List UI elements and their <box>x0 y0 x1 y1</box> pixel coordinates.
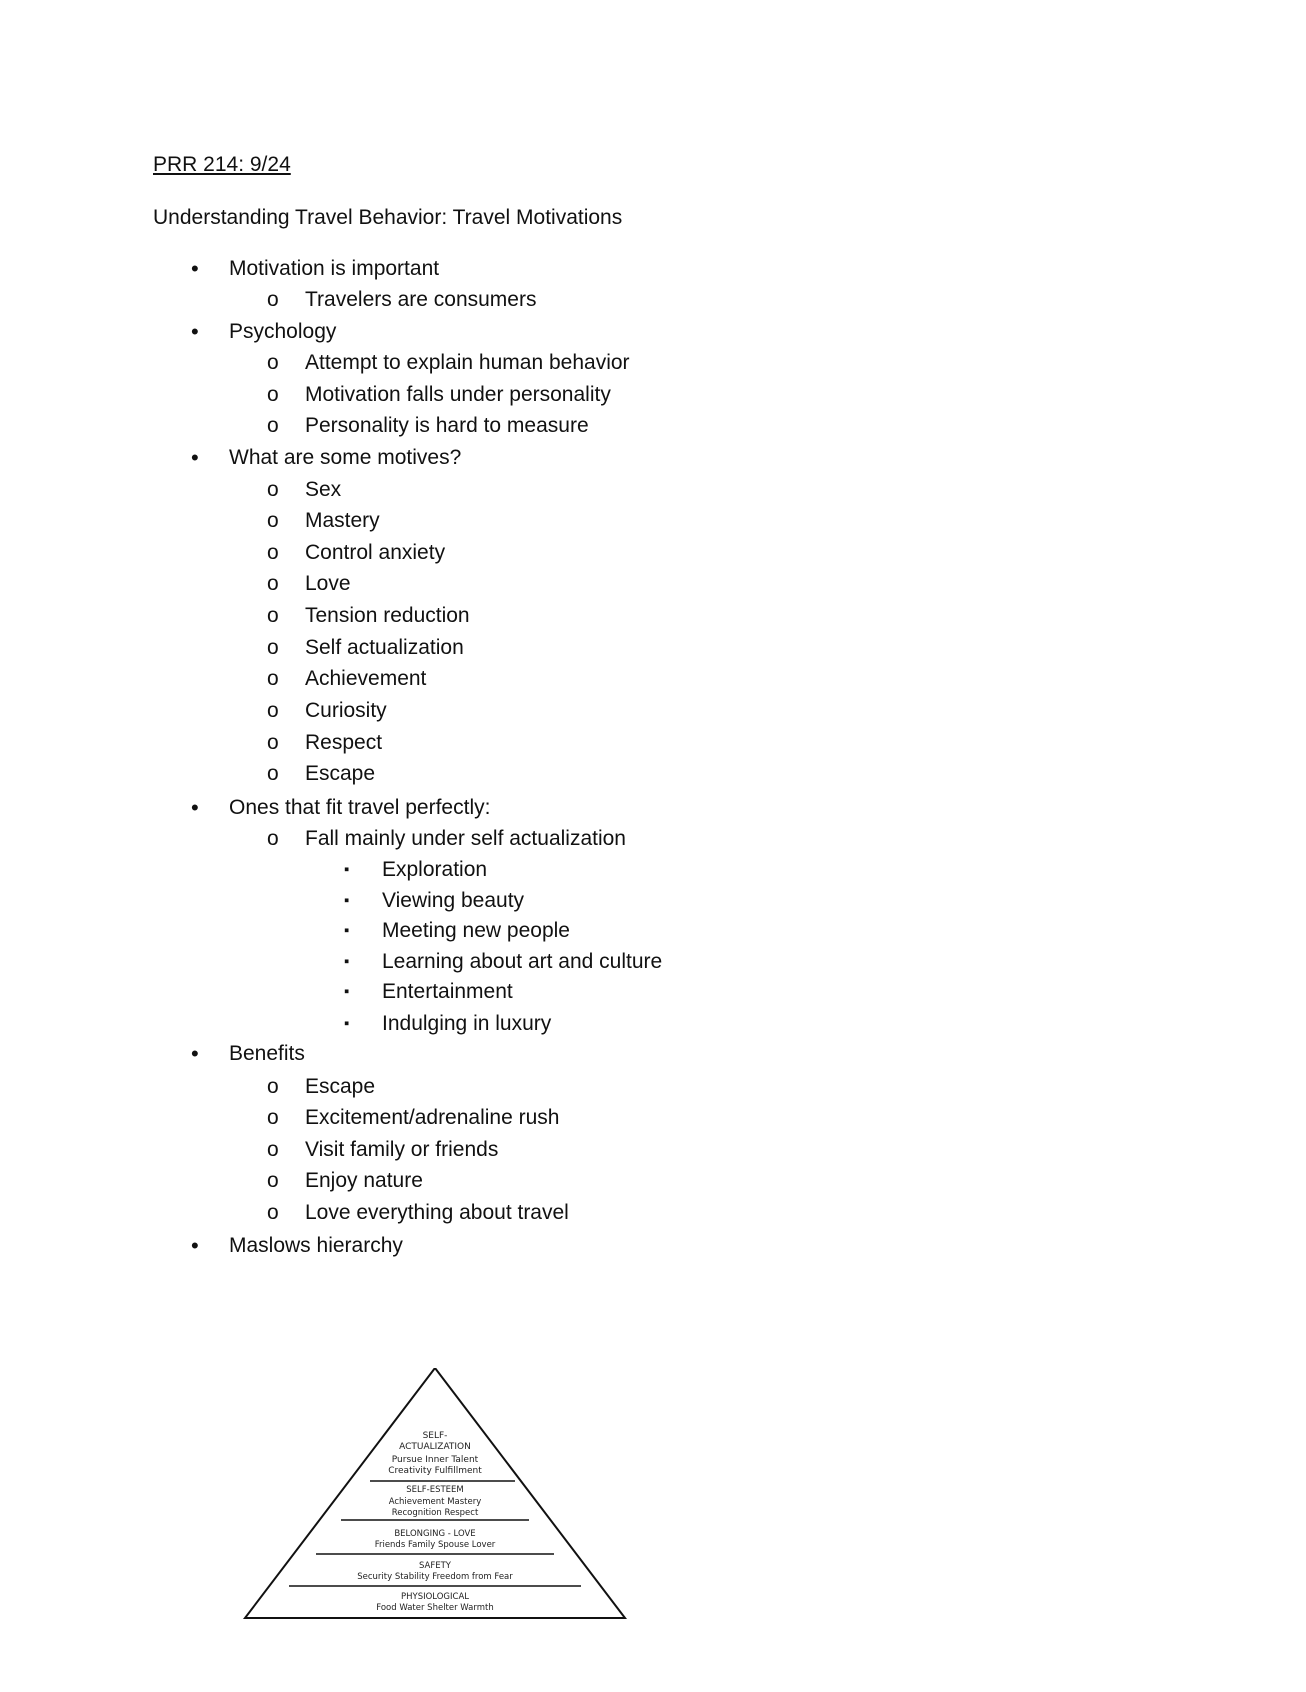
outline-item-text: Self actualization <box>305 636 464 659</box>
bullet-marker: o <box>267 572 279 595</box>
bullet-marker: o <box>267 636 279 659</box>
outline-item-text: Learning about art and culture <box>382 950 663 973</box>
outline-item-text: Respect <box>305 731 383 754</box>
bullet-marker: o <box>267 1169 279 1192</box>
bullet-marker: o <box>267 827 279 850</box>
outline-item-text: Ones that fit travel perfectly: <box>229 796 491 819</box>
outline-item-text: Fall mainly under self actualization <box>305 827 626 850</box>
level-2-name: SELF-ESTEEM <box>406 1485 464 1495</box>
level-1-name-2: ACTUALIZATION <box>399 1442 471 1452</box>
outline-item-level-2 <box>267 1135 499 1165</box>
bullet-marker: o <box>267 541 279 564</box>
bullet-marker: • <box>191 1233 199 1258</box>
outline-item-level-3 <box>344 855 488 885</box>
outline-item-text: Achievement <box>305 667 427 690</box>
outline-item-level-1 <box>191 793 491 823</box>
bullet-marker: o <box>267 1075 279 1098</box>
outline-item-text: Escape <box>305 762 376 785</box>
outline-item-level-1 <box>191 1039 305 1069</box>
outline-item-level-2 <box>267 633 464 663</box>
outline-item-text: Sex <box>305 478 342 501</box>
bullet-marker: ▪ <box>344 1015 350 1032</box>
bullet-marker: ▪ <box>344 892 350 909</box>
bullet-marker: ▪ <box>344 953 350 970</box>
outline-item-level-2 <box>267 601 470 631</box>
outline-item-text: Viewing beauty <box>382 889 525 912</box>
level-4-name: SAFETY <box>418 1561 452 1571</box>
bullet-marker: o <box>267 351 279 374</box>
outline-item-text: Attempt to explain human behavior <box>305 351 630 374</box>
bullet-marker: o <box>267 414 279 437</box>
outline-item-level-2 <box>267 348 630 378</box>
outline-item-text: Visit family or friends <box>305 1138 499 1161</box>
bullet-marker: ▪ <box>344 922 350 939</box>
outline-item-text: Enjoy nature <box>305 1169 423 1192</box>
level-5-name: PHYSIOLOGICAL <box>400 1592 470 1602</box>
outline-item-level-2 <box>267 380 611 410</box>
level-1-items: Pursue Inner Talent <box>391 1455 479 1465</box>
outline-item-text: Escape <box>305 1075 376 1098</box>
bullet-marker: • <box>191 319 199 344</box>
outline-item-level-1 <box>191 317 337 347</box>
bullet-marker: o <box>267 1201 279 1224</box>
level-5-items: Food Water Shelter Warmth <box>376 1603 494 1613</box>
bullet-marker: o <box>267 731 279 754</box>
course-title: PRR 214: 9/24 <box>153 153 291 176</box>
bullet-marker: o <box>267 604 279 627</box>
level-4-items: Security Stability Freedom from Fear <box>357 1572 513 1582</box>
bullet-marker: • <box>191 1041 199 1066</box>
outline-item-text: Psychology <box>229 320 337 343</box>
outline-item-level-2 <box>267 411 589 441</box>
outline-item-text: Excitement/adrenaline rush <box>305 1106 560 1129</box>
level-2-items: Achievement Mastery <box>388 1497 482 1507</box>
level-3-items: Friends Family Spouse Lover <box>374 1540 496 1550</box>
outline-item-text: Control anxiety <box>305 541 446 564</box>
outline-item-level-1 <box>191 1231 403 1261</box>
level-3-name: BELONGING - LOVE <box>394 1529 476 1539</box>
outline-item-text: Personality is hard to measure <box>305 414 589 437</box>
bullet-marker: o <box>267 1106 279 1129</box>
outline-item-text: Exploration <box>382 858 488 881</box>
document-title: Understanding Travel Behavior: Travel Motivations <box>153 206 623 229</box>
outline-item-level-2 <box>267 728 383 758</box>
outline-item-level-3 <box>344 886 525 916</box>
outline-item-level-3 <box>344 1009 552 1039</box>
bullet-marker: o <box>267 667 279 690</box>
bullet-marker: ▪ <box>344 983 350 1000</box>
outline-item-text: Indulging in luxury <box>382 1012 552 1035</box>
bullet-marker: o <box>267 383 279 406</box>
bullet-marker: • <box>191 795 199 820</box>
level-1-items-2: Creativity Fulfillment <box>388 1466 482 1476</box>
outline-item-level-2 <box>267 506 380 536</box>
outline-item-level-1 <box>191 254 440 284</box>
bullet-marker: o <box>267 1138 279 1161</box>
outline-item-level-2 <box>267 824 626 854</box>
maslow-pyramid <box>240 1368 630 1638</box>
outline-item-level-3 <box>344 947 663 977</box>
outline-item-text: Travelers are consumers <box>305 288 537 311</box>
bullet-marker: o <box>267 478 279 501</box>
outline-item-level-3 <box>344 916 570 946</box>
outline-item-text: Maslows hierarchy <box>229 1234 403 1257</box>
bullet-marker: • <box>191 256 199 281</box>
outline-item-level-3 <box>344 977 513 1007</box>
outline-item-level-2 <box>267 759 376 789</box>
outline-item-level-2 <box>267 569 351 599</box>
bullet-marker: • <box>191 445 199 470</box>
level-1-name: SELF- <box>422 1431 448 1441</box>
outline-item-text: Tension reduction <box>305 604 470 627</box>
bullet-marker: o <box>267 509 279 532</box>
outline-item-text: What are some motives? <box>229 446 462 469</box>
outline-item-level-1 <box>191 443 462 473</box>
outline-item-text: Motivation is important <box>229 257 440 280</box>
outline-item-text: Benefits <box>229 1042 305 1065</box>
outline-item-text: Entertainment <box>382 980 513 1003</box>
bullet-marker: ▪ <box>344 861 350 878</box>
outline-item-level-2 <box>267 696 387 726</box>
outline-item-level-2 <box>267 1072 376 1102</box>
outline-item-text: Motivation falls under personality <box>305 383 611 406</box>
bullet-marker: o <box>267 699 279 722</box>
outline-item-level-2 <box>267 1198 569 1228</box>
outline-item-level-2 <box>267 1166 423 1196</box>
bullet-marker: o <box>267 762 279 785</box>
outline-item-level-2 <box>267 285 537 315</box>
outline-item-level-2 <box>267 664 427 694</box>
outline-item-text: Love everything about travel <box>305 1201 569 1224</box>
outline-item-text: Curiosity <box>305 699 387 722</box>
outline-item-level-2 <box>267 538 446 568</box>
outline-item-text: Meeting new people <box>382 919 570 942</box>
outline-item-text: Love <box>305 572 351 595</box>
bullet-marker: o <box>267 288 279 311</box>
outline-item-level-2 <box>267 1103 560 1133</box>
outline-item-text: Mastery <box>305 509 380 532</box>
outline-item-level-2 <box>267 475 342 505</box>
level-2-items-2: Recognition Respect <box>391 1508 479 1518</box>
